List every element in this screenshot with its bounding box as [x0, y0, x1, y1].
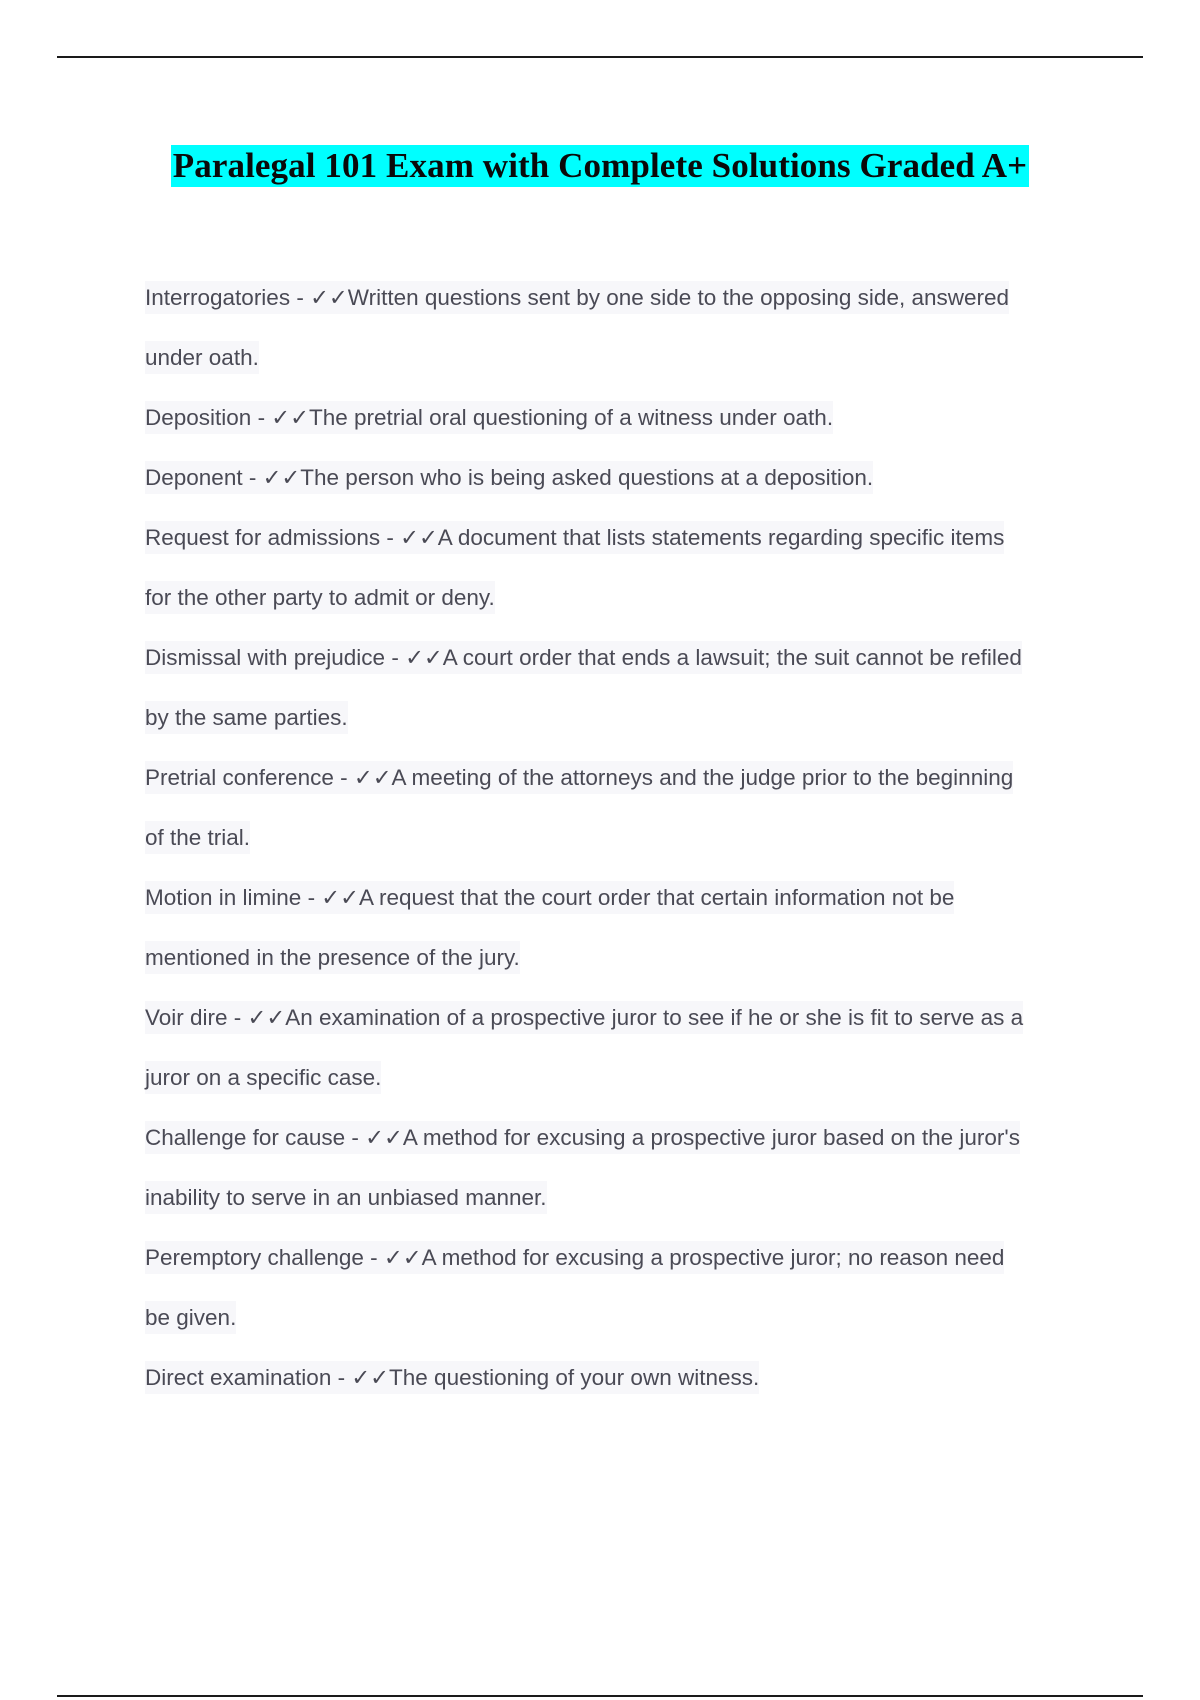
list-item [145, 988, 1095, 1108]
list-item [145, 628, 1095, 748]
entry-list [145, 268, 1095, 1408]
document-title: Paralegal 101 Exam with Complete Solutions Graded A+ [172, 146, 1028, 185]
entry-line [145, 928, 1095, 988]
entry-text: under oath. [145, 341, 259, 374]
entry-line [145, 388, 1095, 448]
entry-line [145, 1168, 1095, 1228]
entry-text: for the other party to admit or deny. [145, 581, 495, 614]
list-item [145, 448, 1095, 508]
list-item [145, 1108, 1095, 1228]
entry-text: Request for admissions - ✓✓A document that lists statements regarding specific items [145, 521, 1004, 554]
entry-line [145, 988, 1095, 1048]
list-item [145, 868, 1095, 988]
entry-text: be given. [145, 1301, 236, 1334]
entry-text: Peremptory challenge - ✓✓A method for excusing a prospective juror; no reason need [145, 1241, 1004, 1274]
entry-text: Interrogatories - ✓✓Written questions sent by one side to the opposing side, answered [145, 281, 1009, 314]
entry-text: juror on a specific case. [145, 1061, 381, 1094]
entry-text: Pretrial conference - ✓✓A meeting of the attorneys and the judge prior to the beginning [145, 761, 1013, 794]
entry-line [145, 808, 1095, 868]
entry-line [145, 268, 1095, 328]
entry-line [145, 568, 1095, 628]
entry-line [145, 628, 1095, 688]
entry-text: Deposition - ✓✓The pretrial oral questioning of a witness under oath. [145, 401, 833, 434]
entry-line [145, 1228, 1095, 1288]
entry-line [145, 1108, 1095, 1168]
bottom-rule [57, 1695, 1143, 1697]
entry-text: Challenge for cause - ✓✓A method for excusing a prospective juror based on the juror's [145, 1121, 1020, 1154]
list-item [145, 388, 1095, 448]
entry-text: Motion in limine - ✓✓A request that the court order that certain information not be [145, 881, 954, 914]
entry-line [145, 1288, 1095, 1348]
list-item [145, 1348, 1095, 1408]
entry-text: inability to serve in an unbiased manner. [145, 1181, 547, 1214]
entry-text: of the trial. [145, 821, 250, 854]
entry-text: by the same parties. [145, 701, 348, 734]
entry-line [145, 328, 1095, 388]
title-block [0, 145, 1200, 187]
list-item [145, 508, 1095, 628]
entry-text: Deponent - ✓✓The person who is being asked questions at a deposition. [145, 461, 873, 494]
entry-text: Direct examination - ✓✓The questioning of your own witness. [145, 1361, 759, 1394]
entry-line [145, 868, 1095, 928]
entry-line [145, 1348, 1095, 1408]
entry-text: mentioned in the presence of the jury. [145, 941, 520, 974]
entry-line [145, 508, 1095, 568]
entry-line [145, 1048, 1095, 1108]
list-item [145, 1228, 1095, 1348]
list-item [145, 748, 1095, 868]
entry-line [145, 748, 1095, 808]
list-item [145, 268, 1095, 388]
entry-text: Voir dire - ✓✓An examination of a prospective juror to see if he or she is fit to serve as a [145, 1001, 1023, 1034]
entry-line [145, 448, 1095, 508]
entry-text: Dismissal with prejudice - ✓✓A court order that ends a lawsuit; the suit cannot be refiled [145, 641, 1022, 674]
top-rule [57, 56, 1143, 58]
entry-line [145, 688, 1095, 748]
